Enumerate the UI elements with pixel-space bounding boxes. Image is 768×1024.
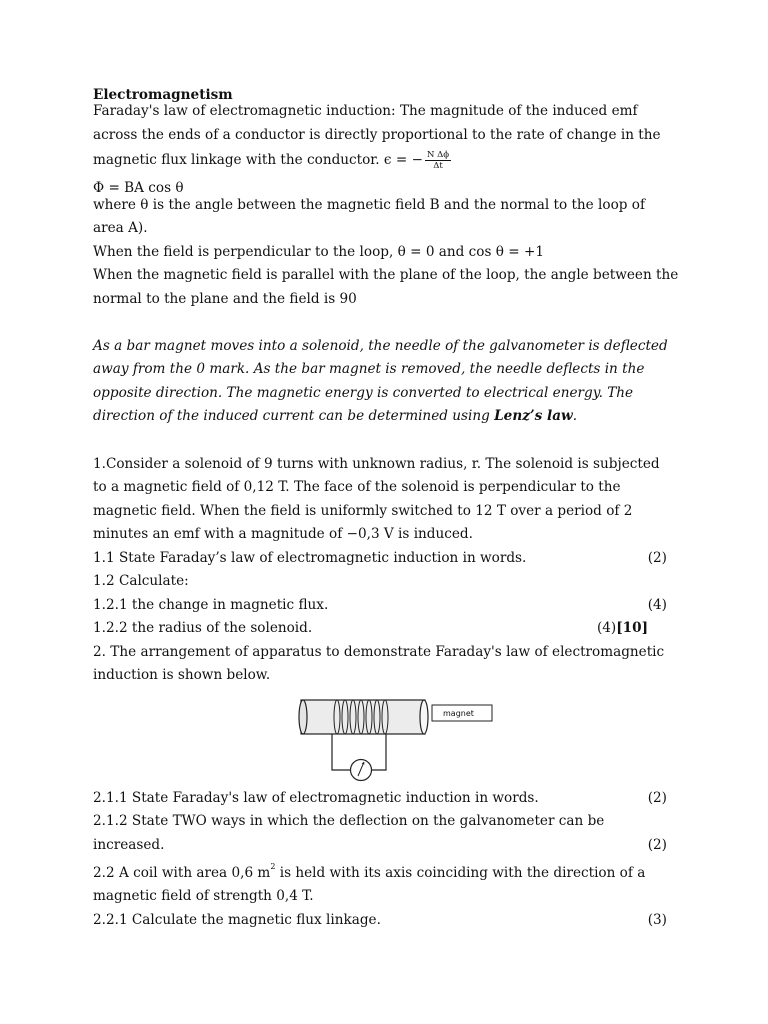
solenoid-galvanometer-diagram (297, 697, 497, 785)
q2-2-1-row (93, 911, 693, 929)
flux-where-line-1: where θ is the angle between the magnetic field B and the normal to the loop of (93, 197, 646, 213)
q1-2-1-text: 1.2.1 the change in magnetic flux. (93, 597, 329, 613)
q2-1-2-line-1: 2.1.2 State TWO ways in which the deflection on the galvanometer can be (93, 813, 605, 829)
heading-electromagnetism: Electromagnetism (93, 87, 233, 103)
q1-1-row (93, 549, 693, 567)
lenz-law-term: Lenz’s law (494, 408, 573, 424)
q2-2-line-2: magnetic field of strength 0,4 T. (93, 888, 314, 904)
q2-1-1-text: 2.1.1 State Faraday's law of electromagnetic induction in words. (93, 790, 539, 806)
italic-para-line-4-end: . (572, 408, 578, 424)
q2-1-2-row (93, 836, 693, 854)
emf-fraction (425, 150, 451, 171)
italic-para-line-1: As a bar magnet moves into a solenoid, the needle of the galvanometer is deflected (93, 338, 668, 354)
emf-fraction-denominator: Δt (433, 161, 443, 171)
q1-1-mark: (2) (647, 550, 667, 566)
flux-where-line-2: area A). (93, 220, 148, 236)
q2-2-text-start: 2.2 A coil with area 0,6 m (93, 865, 271, 881)
q1-line-2: to a magnetic field of 0,12 T. The face of the solenoid is perpendicular to the (93, 479, 621, 495)
flux-parallel-line-1: When the magnetic field is parallel with the plane of the loop, the angle between the (93, 267, 679, 283)
q1-2-1-row (93, 596, 693, 614)
flux-perpendicular: When the field is perpendicular to the loop, θ = 0 and cos θ = +1 (93, 244, 545, 260)
flux-formula: Φ = BA cos θ (93, 180, 184, 196)
q1-total-mark: [10] (616, 620, 648, 636)
q2-1-2-mark: (2) (647, 837, 667, 853)
q2-1-1-row (93, 789, 693, 807)
italic-para-line-4-text: direction of the induced current can be determined using (93, 408, 495, 424)
q2-2-1-text: 2.2.1 Calculate the magnetic flux linkage. (93, 912, 381, 928)
q2-2-text-end: is held with its axis coinciding with the direction of a (275, 865, 646, 881)
q1-2-2-mark-value: (4) (596, 620, 617, 636)
italic-para-line-4 (93, 407, 577, 425)
italic-para-line-3: opposite direction. The magnetic energy is converted to electrical energy. The (93, 385, 634, 401)
q2-1-1-mark: (2) (647, 790, 667, 806)
q1-2-text: 1.2 Calculate: (93, 573, 189, 589)
galvanometer-icon (351, 760, 372, 781)
emf-text: magnetic flux linkage with the conductor. ϵ = − (93, 152, 423, 168)
q1-2-2-text: 1.2.2 the radius of the solenoid. (93, 620, 313, 636)
bar-magnet (432, 705, 492, 721)
intro-line-1: Faraday's law of electromagnetic induction: The magnitude of the induced emf (93, 103, 638, 119)
squared-superscript: 2 (270, 862, 276, 871)
italic-para-line-2: away from the 0 mark. As the bar magnet is removed, the needle deflects in the (93, 361, 645, 377)
q2-2-1-mark: (3) (647, 912, 667, 928)
q1-line-4: minutes an emf with a magnitude of −0,3 V is induced. (93, 526, 473, 542)
intro-line-2: across the ends of a conductor is directly proportional to the rate of change in the (93, 127, 661, 143)
q1-line-1: 1.Consider a solenoid of 9 turns with unknown radius, r. The solenoid is subjected (93, 456, 660, 472)
q2-line-1: 2. The arrangement of apparatus to demonstrate Faraday's law of electromagnetic (93, 644, 665, 660)
q1-line-3: magnetic field. When the field is uniformly switched to 12 T over a period of 2 (93, 503, 633, 519)
flux-parallel-line-2: normal to the plane and the field is 90 (93, 291, 357, 307)
q1-2-2-row (93, 619, 693, 637)
q2-1-2-line-2: increased. (93, 837, 165, 853)
q2-2-line-1 (93, 864, 645, 882)
q1-2-1-mark: (4) (647, 597, 667, 613)
q2-line-2: induction is shown below. (93, 667, 271, 683)
q1-2-2-mark (597, 619, 648, 637)
emf-fraction-numerator: N Δϕ (426, 150, 450, 160)
magnet-label: magnet (443, 709, 474, 718)
intro-line-3 (93, 150, 451, 171)
q1-1-text: 1.1 State Faraday’s law of electromagnetic induction in words. (93, 550, 527, 566)
